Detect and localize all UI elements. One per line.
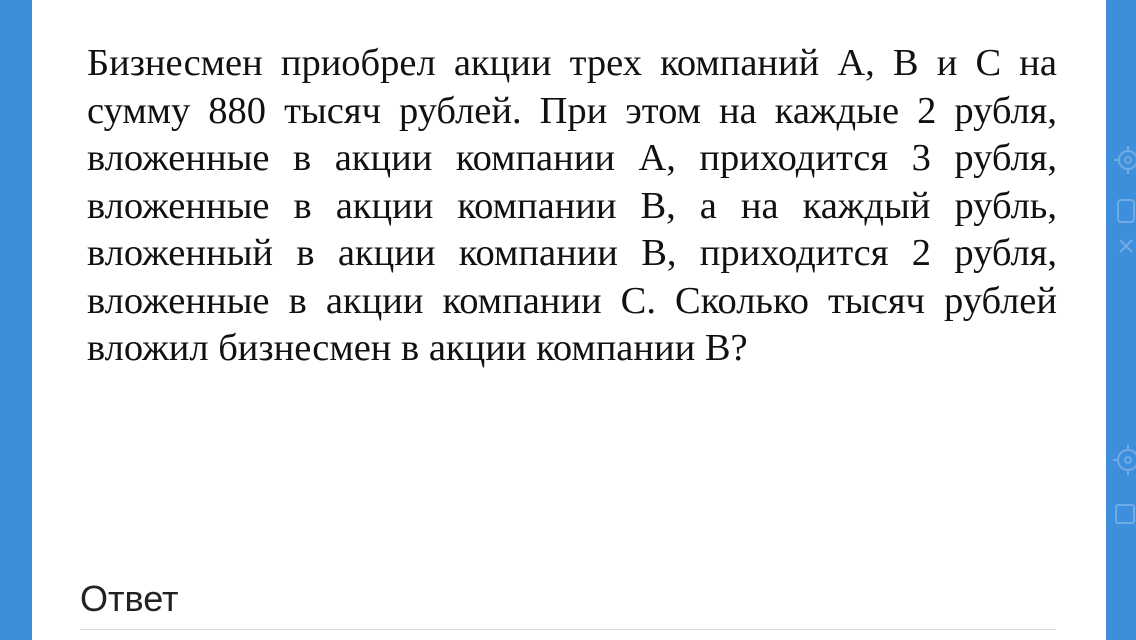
problem-card	[32, 0, 1106, 640]
gear-pattern-icon	[1106, 420, 1136, 570]
answer-heading: Ответ	[80, 578, 179, 619]
gear-pattern-icon	[1106, 130, 1136, 280]
problem-text: Бизнесмен приобрел акции трех компаний A, B и C на сумму 880 тысяч рублей. При этом на каждые 2 рубля, вложенные в акции компании A, приходится 3 рубля, вложенные в акции компании B, а на каждый рубль, вложенный в акции компании B, приходится 2 рубля, вложенные в акции компании C. Сколько тысяч рублей вложил бизнесмен в акции компании B?	[87, 42, 1057, 369]
answer-divider	[80, 629, 1056, 630]
